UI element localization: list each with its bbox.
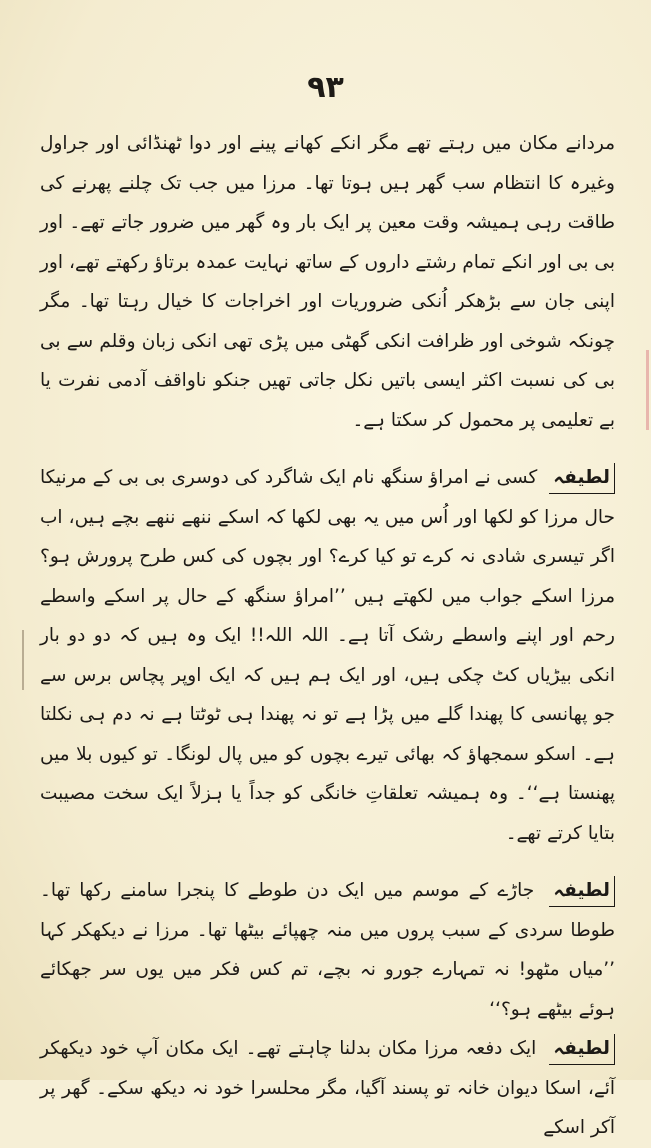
paragraph-2 [40,458,615,853]
paragraph-text: مردانے مکان میں رہتے تھے مگر انکے کھانے پینے اور دوا ٹھنڈائی اور جراول وغیرہ کا انتظام سب گھر ہیں ہوتا تھا۔ مرزا میں جب تک چلنے پھرنے کی طاقت رہی ہمیشہ وقت معین پر ایک بار وہ گھر میں ضرور جاتے تھے۔ اور بی بی اور انکے تمام رشتے داروں کے ساتھ نہایت عمدہ برتاؤ رکھتے تھے، اور اپنی جان سے بڑھکر اُنکی ضروریات اور اخراجات کا خیال رہتا تھا۔ مگر چونکہ شوخی اور ظرافت انکی گھٹی میں پڑی تھی انکی زبان وقلم سے بی بی کی نسبت اکثر ایسی باتیں نکل جاتی تھیں جنکو ناواقف آدمی نفرت یا بے تعلیمی پر محمول کر سکتا ہے۔ [40,133,615,431]
paragraph-4 [40,1029,615,1148]
paragraph-1 [40,124,615,440]
paragraph-text: ایک دفعہ مرزا مکان بدلنا چاہتے تھے۔ ایک مکان آپ خود دیکھکر آئے، اسکا دیوان خانہ تو پسند آگیا، مگر محلسرا خود نہ دیکھ سکے۔ گھر پر آکر اسکے [40,1038,615,1138]
paragraph-text: کسی نے امراؤ سنگھ نام ایک شاگرد کی دوسری بی بی کے مرنیکا حال مرزا کو لکھا اور اُس میں یہ بھی لکھا کہ اسکے ننھے ننھے بچے ہیں، اب اگر تیسری شادی نہ کرے تو کیا کرے؟ اور بچوں کی کس طرح پرورش ہو؟ مرزا اسکے جواب میں لکھتے ہیں ’’امراؤ سنگھ کے حال پر اسکے واسطے رحم اور اپنے واسطے رشک آتا ہے۔ اللہ اللہ!! ایک وہ ہیں کہ دو دو بار انکی بیڑیاں کٹ چکی ہیں، اور ایک ہم ہیں کہ ایک اوپر پچاس برس سے جو پھانسی کا پھندا گلے میں پڑا ہے تو نہ پھندا ہی ٹوٹتا ہے نہ دم ہی نکلتا ہے۔ اسکو سمجھاؤ کہ بھائی تیرے بچوں کو میں پال لونگا۔ تو کیوں بلا میں پھنستا ہے‘‘۔ وہ ہمیشہ تعلقاتِ خانگی کو جداً یا ہزلاً ایک سخت مصیبت بتایا کرتے تھے۔ [40,467,615,844]
paragraph-3 [40,871,615,1029]
paragraph-text: جاڑے کے موسم میں ایک دن طوطے کا پنجرا سامنے رکھا تھا۔ طوطا سردی کے سبب پروں میں منہ چھپائے بیٹھا تھا۔ مرزا نے دیکھکر کہا ’’میاں مٹھو! نہ تمہارے جورو نہ بچے، تم کس فکر میں یوں سر جھکائے ہوئے بیٹھے ہو؟‘‘ [40,880,615,1020]
section-heading: لطیفہ [549,463,615,494]
margin-pencil-mark [22,630,24,690]
page-number: ۹۳ [307,70,344,105]
section-heading: لطیفہ [549,876,615,907]
page-body [40,124,615,1148]
section-heading: لطیفہ [549,1034,615,1065]
edge-stain-mark [646,350,649,430]
